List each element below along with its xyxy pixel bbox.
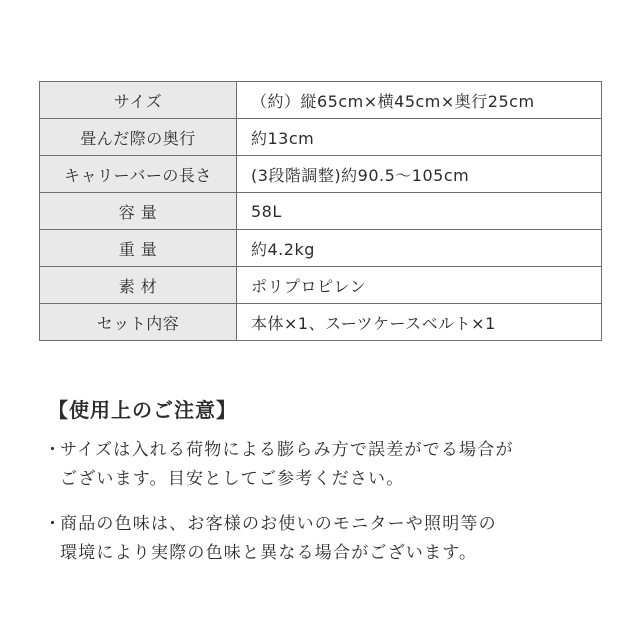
spec-value: （約）縦65cm×横45cm×奥行25cm [237, 82, 602, 119]
notes-heading: 【使用上のご注意】 [48, 398, 237, 422]
bullet-mark: ・ [44, 440, 63, 460]
spec-label: セット内容 [40, 304, 237, 341]
spec-table [39, 81, 602, 341]
note-line: ございます。目安としてご参考ください。 [60, 469, 405, 489]
spec-value: 本体×1、スーツケースベルト×1 [237, 304, 602, 341]
spec-value: 58L [237, 193, 602, 230]
note-line: サイズは入れる荷物による膨らみ方で誤差がでる場合が [60, 440, 514, 460]
spec-label: 畳んだ際の奥行 [40, 119, 237, 156]
spec-value: 約4.2kg [237, 230, 602, 267]
spec-row-material [40, 267, 602, 304]
spec-label: 重 量 [40, 230, 237, 267]
spec-row-weight [40, 230, 602, 267]
spec-label: キャリーバーの長さ [40, 156, 237, 193]
spec-row-folded-depth [40, 119, 602, 156]
spec-value: 約13cm [237, 119, 602, 156]
spec-row-carry-bar-length [40, 156, 602, 193]
note-line: 環境により実際の色味と異なる場合がございます。 [60, 543, 478, 563]
spec-value: ポリプロピレン [237, 267, 602, 304]
note-line: 商品の色味は、お客様のお使いのモニターや照明等の [60, 514, 497, 534]
notes-list [44, 436, 614, 584]
spec-row-size [40, 82, 602, 119]
spec-label: 容 量 [40, 193, 237, 230]
bullet-mark: ・ [44, 514, 63, 534]
spec-row-set-contents [40, 304, 602, 341]
note-item [44, 510, 614, 568]
note-item [44, 436, 614, 494]
spec-label: サイズ [40, 82, 237, 119]
spec-row-capacity [40, 193, 602, 230]
spec-label: 素 材 [40, 267, 237, 304]
spec-value: (3段階調整)約90.5〜105cm [237, 156, 602, 193]
